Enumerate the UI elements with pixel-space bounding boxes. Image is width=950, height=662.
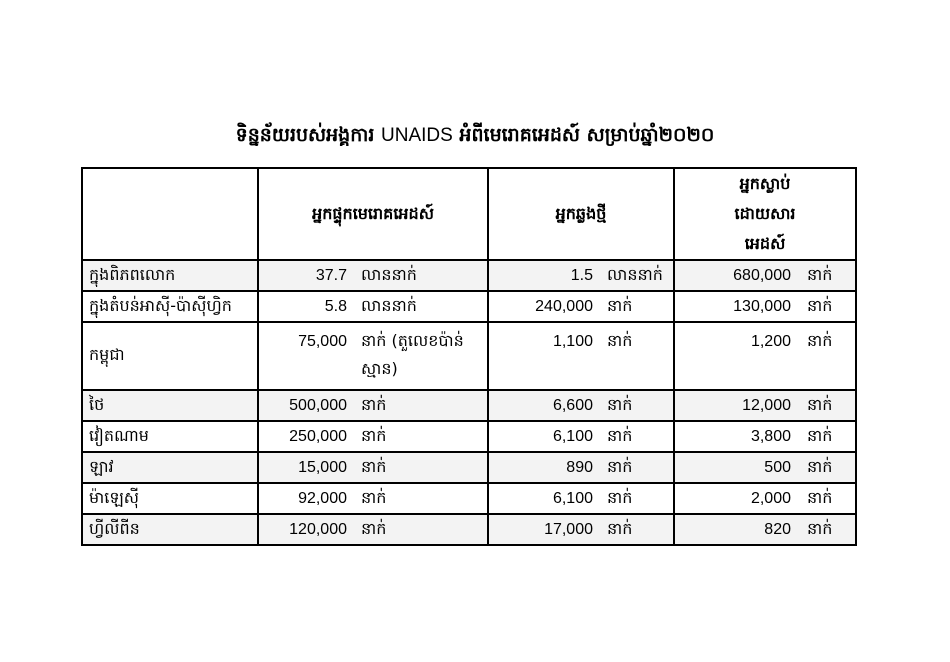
deaths-cell [674, 322, 856, 390]
deaths-cell [674, 260, 856, 291]
new-unit: លាននាក់ [607, 264, 663, 284]
carriers-cell [258, 483, 488, 514]
table-row [82, 291, 856, 322]
carriers-number: 5.8 [324, 297, 347, 315]
carriers-cell [258, 421, 488, 452]
new-cell [488, 322, 674, 390]
new-unit: នាក់ [607, 331, 633, 350]
carriers-unit: នាក់ [361, 518, 387, 538]
carriers-unit: នាក់ [361, 425, 387, 445]
carriers-unit: លាននាក់ [361, 264, 417, 284]
region-cell: វៀតណាម [82, 421, 258, 452]
deaths-cell [674, 390, 856, 421]
new-cell [488, 514, 674, 545]
deaths-unit: នាក់ [807, 518, 833, 538]
table-header-row [82, 168, 856, 260]
region-cell: ហ្វីលីពីន [82, 514, 258, 545]
new-number: 6,600 [552, 396, 593, 414]
carriers-cell [258, 291, 488, 322]
deaths-cell [674, 421, 856, 452]
carriers-number: 37.7 [315, 266, 347, 284]
title-part-1: ទិន្នន័យរបស់អង្គការ [235, 124, 375, 146]
new-number: 17,000 [544, 520, 593, 538]
carriers-unit: នាក់ [361, 456, 387, 476]
document-title [0, 123, 950, 151]
carriers-cell [258, 452, 488, 483]
carriers-number: 75,000 [298, 333, 347, 350]
deaths-unit: នាក់ [807, 394, 833, 414]
region-cell: ថៃ [82, 390, 258, 421]
table-row [82, 452, 856, 483]
title-org: UNAIDS [381, 125, 453, 146]
carriers-cell [258, 514, 488, 545]
region-cell: កម្ពុជា [82, 322, 258, 390]
deaths-cell [674, 291, 856, 322]
new-cell [488, 291, 674, 322]
table-row [82, 260, 856, 291]
new-unit: នាក់ [607, 456, 633, 476]
region-cell: ឡាវ [82, 452, 258, 483]
region-cell: ក្នុងតំបន់អាស៊ី-ប៉ាស៊ីហ្វិក [82, 291, 258, 322]
deaths-number: 1,200 [750, 333, 791, 350]
deaths-number: 680,000 [733, 266, 791, 284]
carriers-unit: លាននាក់ [361, 295, 417, 315]
new-number: 6,100 [552, 489, 593, 507]
new-unit: នាក់ [607, 394, 633, 414]
table-row [82, 322, 856, 390]
new-cell [488, 483, 674, 514]
header-new-infections: អ្នកឆ្លងថ្មី [488, 168, 674, 260]
deaths-number: 130,000 [733, 297, 791, 315]
carriers-cell [258, 260, 488, 291]
new-number: 1,100 [552, 333, 593, 350]
region-cell: ក្នុងពិភពលោក [82, 260, 258, 291]
carriers-number: 250,000 [289, 427, 347, 445]
new-number: 6,100 [552, 427, 593, 445]
new-number: 240,000 [535, 297, 593, 315]
deaths-number: 3,800 [750, 427, 791, 445]
carriers-unit: នាក់ [361, 487, 387, 507]
carriers-number: 15,000 [298, 458, 347, 476]
new-unit: នាក់ [607, 295, 633, 315]
new-cell [488, 260, 674, 291]
deaths-number: 820 [764, 520, 791, 538]
deaths-unit: នាក់ [807, 487, 833, 507]
deaths-unit: នាក់ [807, 456, 833, 476]
table-row [82, 483, 856, 514]
carriers-number: 120,000 [289, 520, 347, 538]
new-number: 890 [566, 458, 593, 476]
new-unit: នាក់ [607, 518, 633, 538]
deaths-number: 2,000 [750, 489, 791, 507]
new-unit: នាក់ [607, 425, 633, 445]
table-row [82, 390, 856, 421]
deaths-number: 12,000 [742, 396, 791, 414]
deaths-cell [674, 452, 856, 483]
header-region [82, 168, 258, 260]
header-deaths-label: អ្នកស្លាប់ ដោយសារអេដស៍ [734, 174, 796, 253]
new-unit: នាក់ [607, 487, 633, 507]
new-number: 1.5 [570, 266, 593, 284]
deaths-unit: នាក់ [807, 425, 833, 445]
region-cell: ម៉ាឡេស៊ី [82, 483, 258, 514]
hiv-data-table [81, 167, 857, 546]
deaths-number: 500 [764, 458, 791, 476]
new-cell [488, 421, 674, 452]
carriers-unit: នាក់ (តួលេខប៉ាន់ស្មាន) [361, 331, 464, 378]
deaths-cell [674, 514, 856, 545]
carriers-number: 92,000 [298, 489, 347, 507]
header-deaths [674, 168, 856, 260]
carriers-unit: នាក់ [361, 394, 387, 414]
new-cell [488, 452, 674, 483]
table-row [82, 514, 856, 545]
deaths-unit: នាក់ [807, 295, 833, 315]
table-row [82, 421, 856, 452]
title-part-2: អំពីមេរោគអេដស៍ សម្រាប់ឆ្នាំ២០២០ [459, 124, 715, 146]
deaths-unit: នាក់ [807, 331, 833, 350]
deaths-unit: នាក់ [807, 264, 833, 284]
carriers-cell [258, 322, 488, 390]
carriers-cell [258, 390, 488, 421]
header-carriers: អ្នកផ្ទុកមេរោគអេដស៍ [258, 168, 488, 260]
carriers-number: 500,000 [289, 396, 347, 414]
new-cell [488, 390, 674, 421]
deaths-cell [674, 483, 856, 514]
